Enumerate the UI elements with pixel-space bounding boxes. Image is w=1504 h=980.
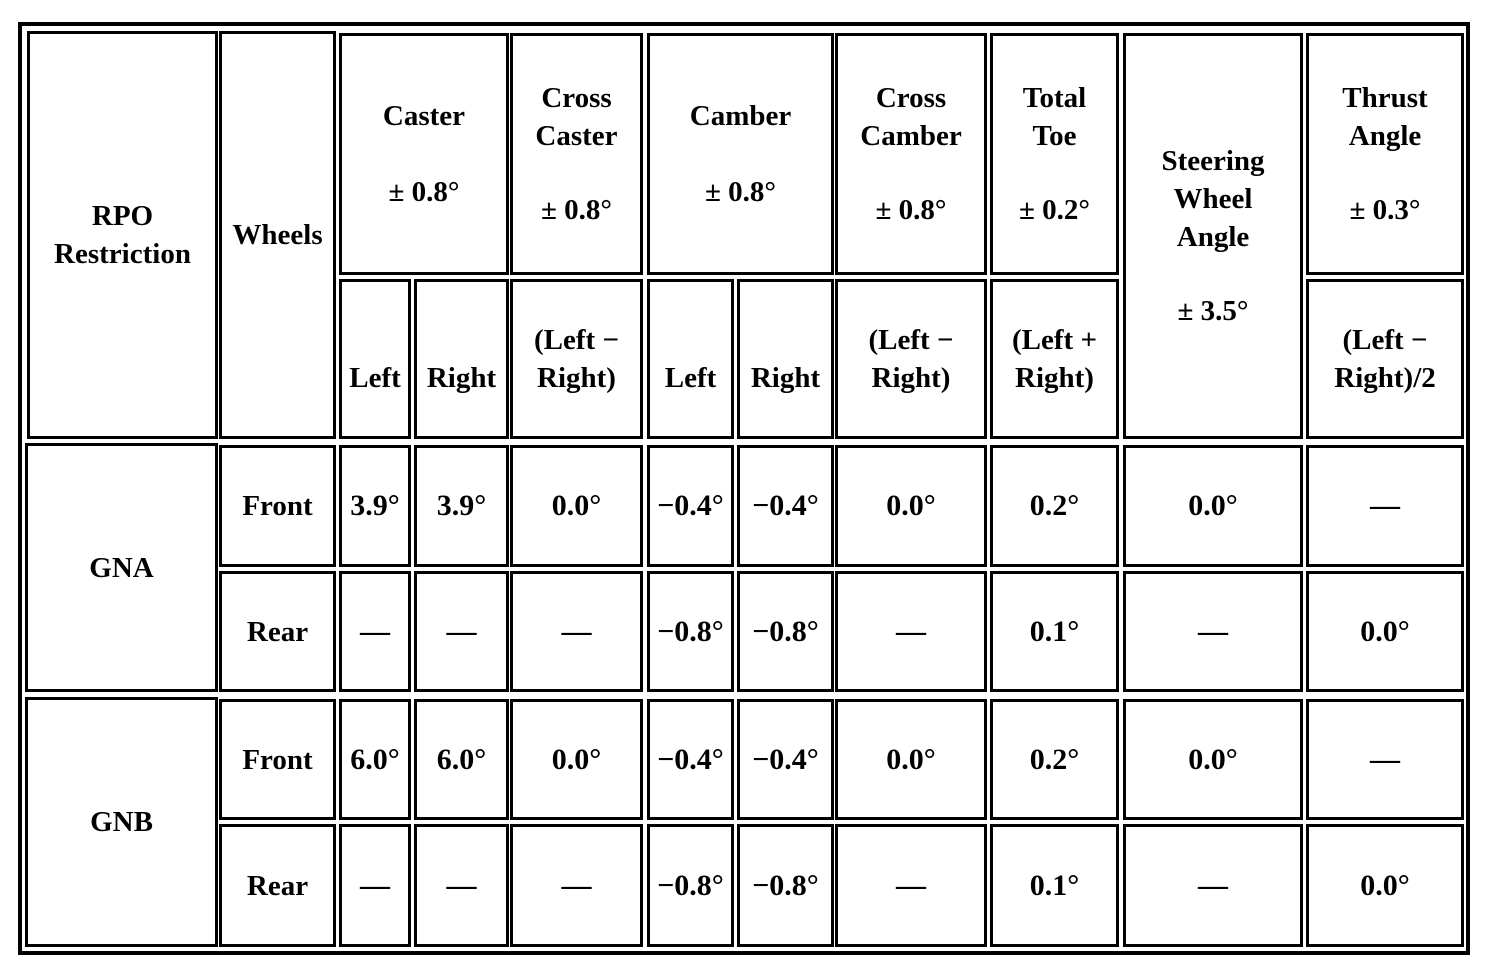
header-cross-camber-tolerance: ± 0.8° [875, 194, 947, 226]
subheader-camber-right-label: Right [750, 362, 821, 394]
steering-wheel-angle-cell [1123, 571, 1303, 692]
group-rpo-label: GNA [89, 551, 154, 584]
group-rpo-label: GNB [90, 806, 153, 838]
header-wheels-label: Wheels [232, 219, 323, 251]
caster-right-value: 3.9° [436, 489, 487, 522]
camber-left-value: −0.4° [657, 489, 724, 522]
cross-camber-cell [835, 824, 987, 947]
subheader-camber-left [647, 279, 734, 439]
caster-right-value: 6.0° [436, 742, 487, 776]
subheader-cross-camber-formula-line2: Right) [871, 362, 951, 394]
header-camber [647, 33, 834, 275]
total-toe-cell [990, 699, 1119, 820]
cross-camber-value: — [896, 868, 926, 902]
header-caster [339, 33, 509, 275]
caster-left-value: 3.9° [350, 489, 400, 522]
subheader-thrust-formula-line1: (Left − [1342, 324, 1428, 356]
subheader-cross-caster-formula-line2: Right) [537, 362, 616, 394]
subheader-cross-caster-formula [510, 279, 643, 439]
cross-camber-value: — [896, 614, 926, 648]
caster-right-cell [414, 445, 509, 567]
cross-caster-value: — [561, 614, 592, 648]
header-steering-tolerance: ± 3.5° [1177, 295, 1249, 327]
cross-caster-cell [510, 824, 643, 947]
subheader-camber-left-label: Left [664, 362, 717, 394]
group-rpo-cell [25, 697, 218, 947]
subheader-caster-left [339, 279, 411, 439]
header-total-toe-tolerance: ± 0.2° [1018, 194, 1090, 226]
header-total-toe [990, 33, 1119, 275]
caster-right-cell [414, 824, 509, 947]
row-wheels-label: Rear [246, 615, 309, 648]
row-wheels-cell [219, 571, 336, 692]
header-rpo-line1: RPO [91, 200, 154, 232]
subheader-caster-left-label: Left [349, 362, 401, 394]
subheader-cross-camber-formula-line1: (Left − [868, 324, 954, 356]
camber-left-cell [647, 445, 734, 567]
subheader-total-toe-formula-line2: Right) [1015, 362, 1094, 394]
cross-camber-cell [835, 699, 987, 820]
header-cross-camber [835, 33, 987, 275]
caster-left-value: — [360, 868, 390, 902]
total-toe-cell [990, 824, 1119, 947]
cross-caster-value: — [561, 868, 592, 902]
header-caster-tolerance: ± 0.8° [388, 176, 460, 208]
caster-left-cell [339, 824, 411, 947]
subheader-total-toe-formula-line1: (Left + [1012, 324, 1097, 356]
steering-wheel-angle-value: — [1198, 868, 1228, 902]
header-thrust-angle [1306, 33, 1464, 275]
steering-wheel-angle-value: 0.0° [1188, 489, 1238, 522]
thrust-angle-value: 0.0° [1360, 868, 1410, 902]
header-rpo-restriction [27, 31, 218, 439]
header-cross-caster-name-line2: Caster [535, 120, 618, 152]
subheader-total-toe-formula [990, 279, 1119, 439]
thrust-angle-cell [1306, 571, 1464, 692]
total-toe-cell [990, 571, 1119, 692]
header-rpo-line2: Restriction [54, 238, 191, 270]
caster-left-value: 6.0° [350, 742, 400, 776]
thrust-angle-cell [1306, 824, 1464, 947]
total-toe-cell [990, 445, 1119, 567]
row-wheels-label: Front [242, 490, 313, 522]
steering-wheel-angle-value: — [1198, 614, 1228, 648]
header-steering-line3: Angle [1176, 221, 1250, 253]
header-camber-tolerance: ± 0.8° [704, 176, 776, 208]
caster-right-cell [414, 571, 509, 692]
camber-right-cell [737, 571, 834, 692]
cross-camber-cell [835, 571, 987, 692]
group-rpo-cell [25, 443, 218, 692]
header-steering-line1: Steering [1161, 145, 1265, 177]
camber-left-cell [647, 824, 734, 947]
header-total-toe-name-line1: Total [1022, 82, 1087, 114]
caster-left-value: — [360, 614, 390, 648]
subheader-cross-camber-formula [835, 279, 987, 439]
header-cross-caster-tolerance: ± 0.8° [540, 194, 612, 226]
row-wheels-cell [219, 699, 336, 820]
alignment-spec-table [18, 22, 1470, 955]
steering-wheel-angle-value: 0.0° [1188, 742, 1238, 776]
total-toe-value: 0.2° [1029, 489, 1080, 522]
total-toe-value: 0.1° [1029, 614, 1080, 648]
caster-left-cell [339, 445, 411, 567]
header-thrust-name-line2: Angle [1348, 120, 1422, 152]
header-cross-camber-name-line2: Camber [860, 120, 962, 152]
header-camber-name: Camber [689, 100, 792, 132]
caster-left-cell [339, 571, 411, 692]
caster-left-cell [339, 699, 411, 820]
camber-right-value: −0.4° [752, 489, 819, 522]
cross-camber-cell [835, 445, 987, 567]
cross-camber-value: 0.0° [886, 742, 936, 776]
header-steering-line2: Wheel [1173, 183, 1253, 215]
thrust-angle-value: — [1370, 742, 1400, 776]
camber-left-value: −0.8° [657, 614, 724, 648]
row-wheels-cell [219, 824, 336, 947]
thrust-angle-value: — [1370, 489, 1400, 522]
camber-right-cell [737, 699, 834, 820]
caster-right-cell [414, 699, 509, 820]
header-wheels [219, 31, 336, 439]
cross-caster-value: 0.0° [551, 742, 602, 776]
header-caster-name: Caster [382, 100, 466, 132]
camber-left-cell [647, 571, 734, 692]
subheader-thrust-angle-formula [1306, 279, 1464, 439]
camber-right-value: −0.8° [752, 614, 819, 648]
camber-right-value: −0.8° [752, 868, 819, 902]
steering-wheel-angle-cell [1123, 824, 1303, 947]
subheader-caster-right [414, 279, 509, 439]
steering-wheel-angle-cell [1123, 699, 1303, 820]
camber-left-value: −0.8° [657, 868, 724, 902]
header-cross-camber-name-line1: Cross [875, 82, 947, 114]
header-thrust-name-line1: Thrust [1342, 82, 1428, 114]
total-toe-value: 0.2° [1029, 742, 1080, 776]
cross-caster-value: 0.0° [551, 489, 602, 522]
thrust-angle-cell [1306, 699, 1464, 820]
header-cross-caster [510, 33, 643, 275]
cross-caster-cell [510, 571, 643, 692]
caster-right-value: — [446, 614, 477, 648]
camber-left-value: −0.4° [657, 742, 724, 776]
thrust-angle-value: 0.0° [1360, 614, 1410, 648]
camber-right-cell [737, 824, 834, 947]
subheader-caster-right-label: Right [426, 362, 497, 394]
subheader-cross-caster-formula-line1: (Left − [534, 324, 619, 356]
row-wheels-label: Front [242, 743, 313, 776]
header-steering-wheel-angle [1123, 33, 1303, 439]
row-wheels-label: Rear [246, 869, 309, 902]
steering-wheel-angle-cell [1123, 445, 1303, 567]
camber-left-cell [647, 699, 734, 820]
camber-right-value: −0.4° [752, 742, 819, 776]
camber-right-cell [737, 445, 834, 567]
subheader-camber-right [737, 279, 834, 439]
total-toe-value: 0.1° [1029, 868, 1080, 902]
cross-caster-cell [510, 445, 643, 567]
header-thrust-tolerance: ± 0.3° [1349, 194, 1421, 226]
cross-caster-cell [510, 699, 643, 820]
row-wheels-cell [219, 445, 336, 567]
caster-right-value: — [446, 868, 477, 902]
header-cross-caster-name-line1: Cross [541, 82, 612, 114]
cross-camber-value: 0.0° [886, 489, 936, 522]
thrust-angle-cell [1306, 445, 1464, 567]
subheader-thrust-formula-line2: Right)/2 [1334, 362, 1436, 394]
header-total-toe-name-line2: Toe [1032, 120, 1077, 152]
